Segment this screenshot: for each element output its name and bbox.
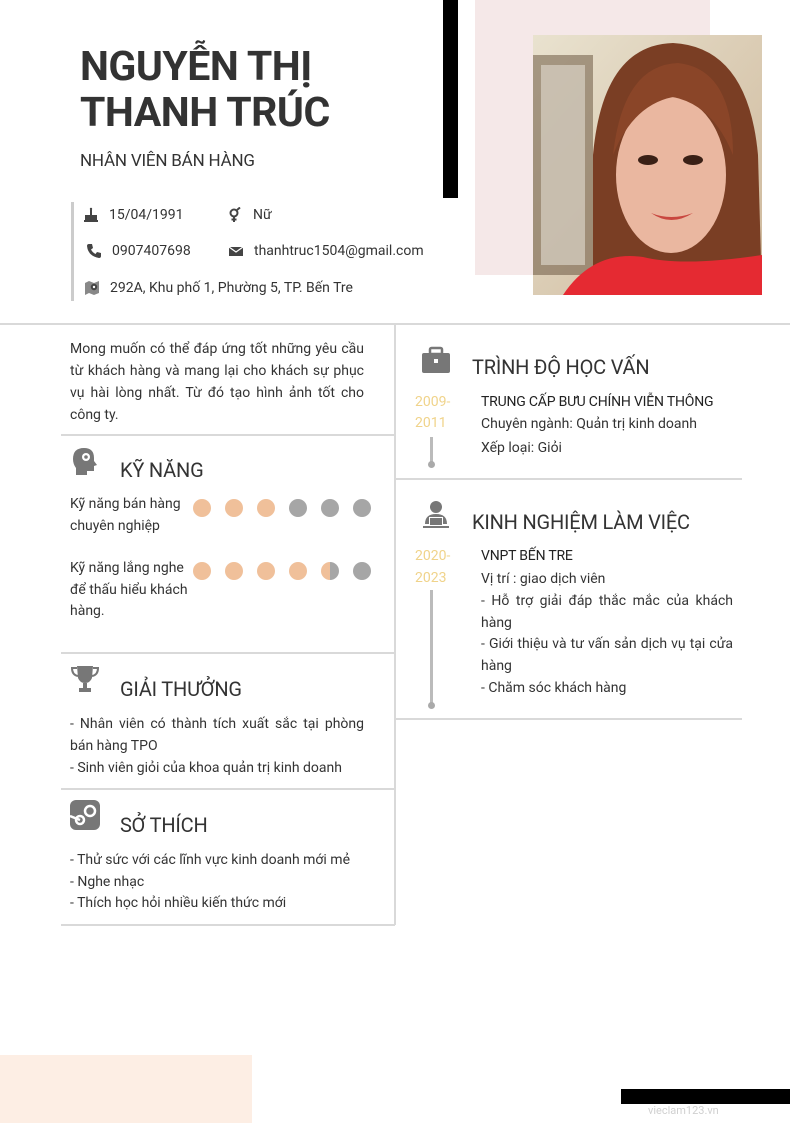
contact-gender <box>227 207 272 223</box>
watermark: vieclam123.vn <box>648 1104 719 1117</box>
header-black-bar <box>443 0 458 198</box>
profile-photo <box>533 35 762 295</box>
awards-divider <box>61 788 395 790</box>
footer-black-bar <box>621 1089 790 1104</box>
skill-dot <box>225 499 243 517</box>
awards-title: GIẢI THƯỞNG <box>120 677 242 701</box>
cake-icon <box>83 207 99 223</box>
objective-divider <box>61 434 395 436</box>
skill-dot <box>225 562 243 580</box>
skill-dot <box>353 499 371 517</box>
trophy-icon <box>70 664 100 694</box>
experience-duty-3: - Chăm sóc khách hàng <box>481 680 627 696</box>
hobbies-title: SỞ THÍCH <box>120 813 208 837</box>
mail-icon <box>228 243 244 259</box>
briefcase-icon <box>421 346 451 376</box>
experience-divider <box>396 718 742 720</box>
gender-text: Nữ <box>253 207 272 223</box>
skill-dot <box>289 499 307 517</box>
worker-laptop-icon <box>421 500 451 530</box>
job-role: NHÂN VIÊN BÁN HÀNG <box>80 151 255 171</box>
gender-icon <box>227 207 243 223</box>
footer-pink-block <box>0 1055 252 1123</box>
dob-text: 15/04/1991 <box>109 207 184 223</box>
skill-dot <box>321 499 339 517</box>
skill-dot <box>289 562 307 580</box>
email-text: thanhtruc1504@gmail.com <box>254 243 424 259</box>
hobby-1: - Thử sức với các lĩnh vực kinh doanh mới mẻ <box>70 852 350 868</box>
experience-duty-1: - Hỗ trợ giải đáp thắc mắc của khách hàng <box>481 593 733 631</box>
skills-divider <box>61 652 395 654</box>
skill-dot <box>321 562 339 580</box>
contact-email <box>228 243 424 259</box>
education-school: TRUNG CẤP BƯU CHÍNH VIỄN THÔNG <box>481 394 714 410</box>
contact-address <box>84 280 353 296</box>
experience-timeline-line <box>430 590 433 704</box>
education-major: Chuyên ngành: Quản trị kinh doanh <box>481 416 697 432</box>
hobby-2: - Nghe nhạc <box>70 874 145 890</box>
steam-icon <box>70 800 100 830</box>
skills-title: KỸ NĂNG <box>120 458 204 482</box>
experience-company: VNPT BẾN TRE <box>481 548 573 564</box>
education-grade: Xếp loại: Giỏi <box>481 440 562 456</box>
candidate-name: NGUYỄN THỊ THANH TRÚC <box>80 43 330 137</box>
experience-title: KINH NGHIỆM LÀM VIỆC <box>472 510 690 534</box>
skill-dot <box>257 499 275 517</box>
education-year-start: 2009- <box>415 394 451 410</box>
education-title: TRÌNH ĐỘ HỌC VẤN <box>472 355 650 379</box>
skill-dot <box>193 562 211 580</box>
skill-dot <box>257 562 275 580</box>
education-timeline-line <box>430 437 433 463</box>
left-column-border <box>394 325 396 925</box>
experience-duty-2: - Giới thiệu và tư vấn sản dịch vụ tại cửa hàng <box>481 636 733 674</box>
experience-year-start: 2020- <box>415 548 451 564</box>
experience-timeline-dot <box>428 702 435 709</box>
skill-1-rating <box>193 499 383 519</box>
education-year-end: 2011 <box>415 415 447 431</box>
skill-2-rating <box>193 562 383 582</box>
awards-line-2: - Sinh viên giỏi của khoa quản trị kinh doanh <box>70 760 342 776</box>
head-gear-icon <box>70 445 100 475</box>
awards-line-1: - Nhân viên có thành tích xuất sắc tại phòng bán hàng TPO <box>70 716 364 754</box>
hobbies-divider <box>61 924 395 926</box>
phone-text: 0907407698 <box>112 243 191 259</box>
contacts-accent-bar <box>71 202 74 301</box>
map-pin-icon <box>84 280 100 296</box>
education-timeline-dot <box>428 461 435 468</box>
experience-position: Vị trí : giao dịch viên <box>481 571 606 587</box>
objective-text: Mong muốn có thể đáp ứng tốt những yêu cầu từ khách hàng và mang lại cho khách sự phục vụ hài lòng nhất. Từ đó tạo hình ảnh tốt cho công ty. <box>70 341 364 423</box>
contact-phone <box>86 243 191 259</box>
skill-2-label: Kỹ năng lắng nghe để thấu hiểu khách hàng. <box>70 560 188 619</box>
skill-dot <box>353 562 371 580</box>
phone-icon <box>86 243 102 259</box>
address-text: 292A, Khu phố 1, Phường 5, TP. Bến Tre <box>110 280 353 296</box>
experience-year-end: 2023 <box>415 570 447 586</box>
education-divider <box>396 478 742 480</box>
contact-dob <box>83 207 184 223</box>
skill-1-label: Kỹ năng bán hàng chuyên nghiệp <box>70 496 181 534</box>
hobby-3: - Thích học hỏi nhiều kiến thức mới <box>70 895 287 911</box>
skill-dot <box>193 499 211 517</box>
